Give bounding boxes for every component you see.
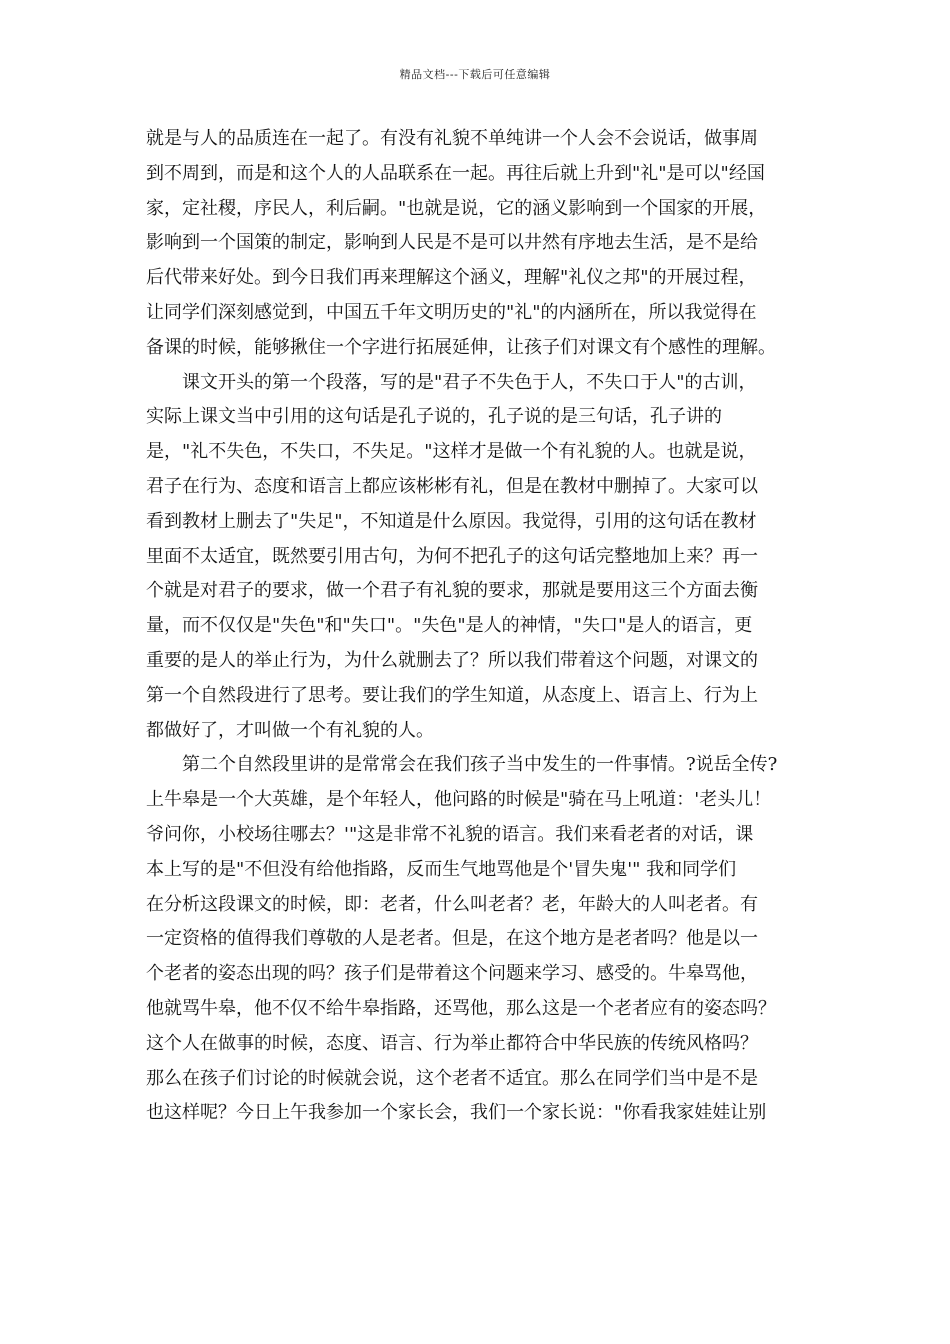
text-line: 第一个自然段进行了思考。要让我们的学生知道，从态度上、语言上、行为上 [146,684,758,706]
text-line: 重要的是人的举止行为，为什么就删去了？所以我们带着这个问题，对课文的 [146,649,758,671]
text-line: 就是与人的品质连在一起了。有没有礼貌不单纯讲一个人会不会说话，做事周 [146,128,758,149]
text-line: 里面不太适宜，既然要引用古句，为何不把孔子的这句话完整地加上来？再一 [146,545,758,567]
text-line: 是，"礼不失色，不失口，不失足。"这样才是做一个有礼貌的人。也就是说， [146,441,757,463]
paragraph-start-line: 第二个自然段里讲的是常常会在我们孩子当中发生的一件事情。?说岳全传? [182,754,778,776]
document-body [146,122,826,1131]
text-line: 这个人在做事的时候，态度、语言、行为举止都符合中华民族的传统风格吗？ [146,1032,758,1054]
text-line: 量，而不仅仅是"失色"和"失口"。"失色"是人的神情，"失口"是人的语言，更 [146,615,753,637]
text-line: 后代带来好处。到今日我们再来理解这个涵义，理解"礼仪之邦"的开展过程， [146,267,757,289]
text-line: 本上写的是"不但没有给他指路，反而生气地骂他是个'冒失鬼'" 我和同学们 [146,858,737,880]
text-line: 上牛皋是一个大英雄，是个年轻人，他问路的时候是"骑在马上吼道：'老头儿！ [146,789,772,811]
text-line: 他就骂牛皋，他不仅不给牛皋指路，还骂他，那么这是一个老者应有的姿态吗？ [146,997,776,1019]
text-line: 影响到一个国策的制定，影响到人民是不是可以井然有序地去生活，是不是给 [146,232,758,254]
page-header: 精品文档---下载后可任意编辑 [399,68,551,81]
text-line: 看到教材上删去了"失足"，不知道是什么原因。我觉得，引用的这句话在教材 [146,510,757,532]
text-line: 也这样呢？今日上午我参加一个家长会，我们一个家长说："你看我家娃娃让别 [146,1102,767,1124]
text-line: 到不周到，而是和这个人的人品联系在一起。再往后就上升到"礼"是可以"经国 [146,162,765,184]
paragraph-start-line: 课文开头的第一个段落，写的是"君子不失色于人，不失口于人"的古训， [182,371,757,393]
text-line: 在分析这段课文的时候，即：老者，什么叫老者？老，年龄大的人叫老者。有 [146,893,758,915]
text-line: 那么在孩子们讨论的时候就会说，这个老者不适宜。那么在同学们当中是不是 [146,1067,758,1089]
text-line: 都做好了，才叫做一个有礼貌的人。 [146,719,434,741]
text-line: 个老者的姿态出现的吗？孩子们是带着这个问题来学习、感受的。牛皋骂他， [146,963,758,985]
text-line: 让同学们深刻感觉到，中国五千年文明历史的"礼"的内涵所在，所以我觉得在 [146,301,757,323]
text-line: 一定资格的值得我们尊敬的人是老者。但是，在这个地方是老者吗？他是以一 [146,928,758,950]
text-line: 备课的时候，能够揪住一个字进行拓展延伸，让孩子们对课文有个感性的理解。 [146,336,776,358]
text-line: 君子在行为、态度和语言上都应该彬彬有礼，但是在教材中删掉了。大家可以 [146,475,758,497]
text-line: 家，定社稷，序民人，利后嗣。"也就是说，它的涵义影响到一个国家的开展， [146,197,767,219]
text-line: 实际上课文当中引用的这句话是孔子说的，孔子说的是三句话，孔子讲的 [146,406,722,428]
text-line: 个就是对君子的要求，做一个君子有礼貌的要求，那就是要用这三个方面去衡 [146,580,758,602]
text-line: 爷问你，小校场往哪去？'"这是非常不礼貌的语言。我们来看老者的对话，课 [146,823,754,845]
